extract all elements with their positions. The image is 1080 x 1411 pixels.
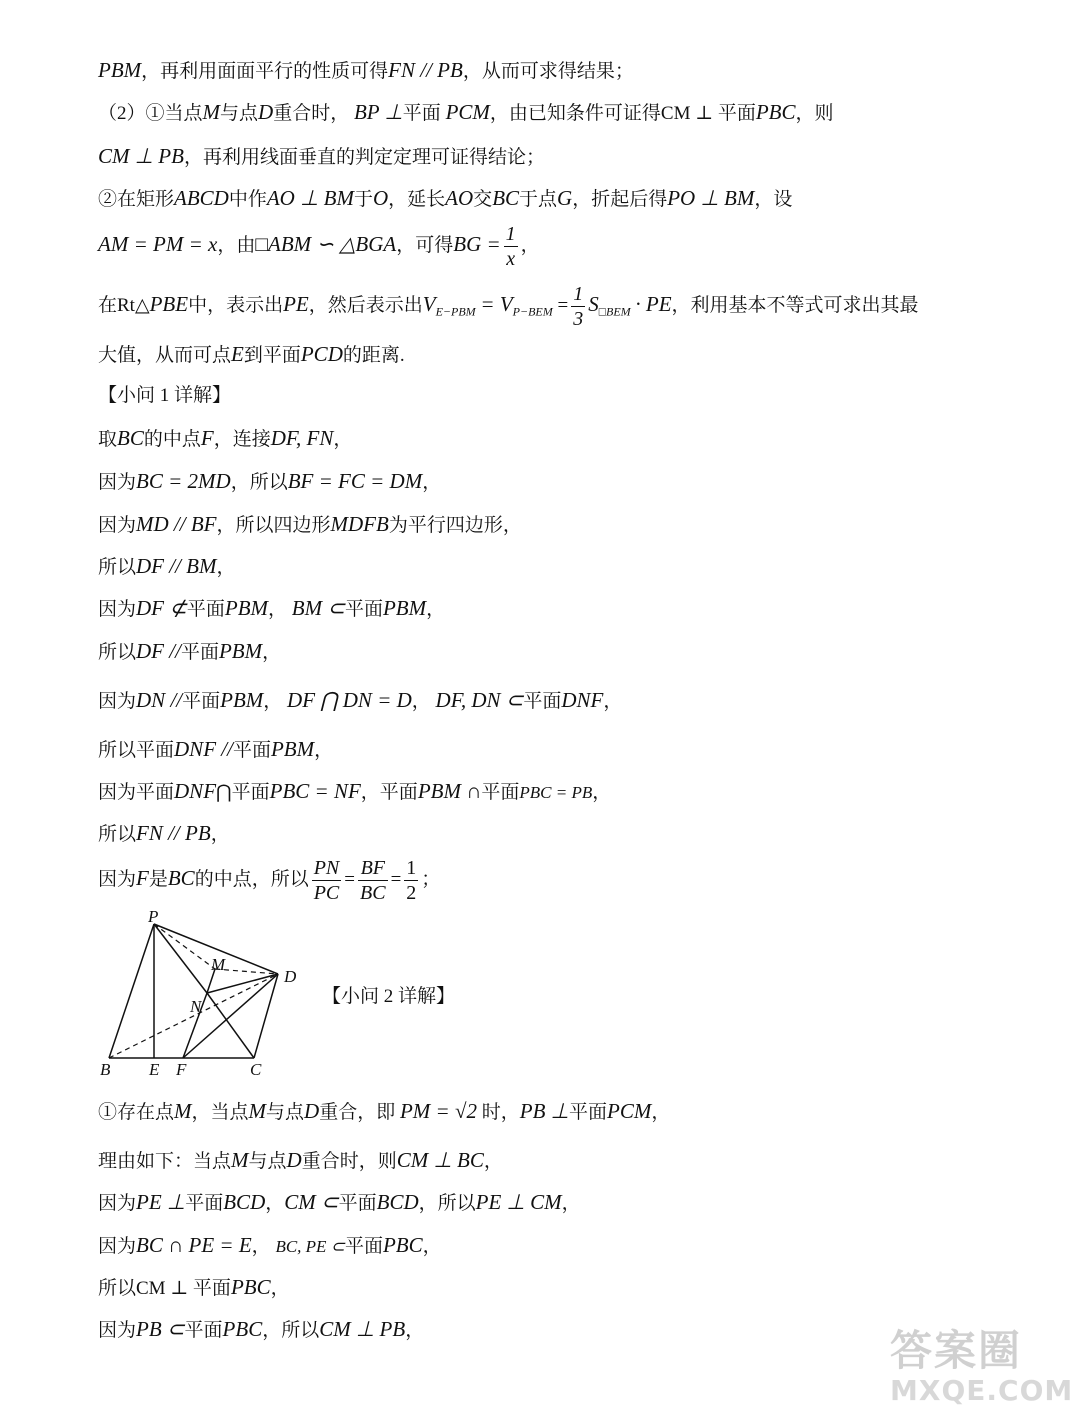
- geometry-figure: [94, 910, 314, 1085]
- edge-dc: [254, 974, 278, 1058]
- label-d: D: [284, 967, 297, 986]
- watermark-logo-text: 答案圈: [890, 1326, 1023, 1375]
- text-line: 因为BC ∩ PE = E， BC, PE ⊂平面PBC，: [98, 1233, 442, 1257]
- text-line: 因为MD // BF，所以四边形MDFB为平行四边形，: [98, 512, 522, 536]
- text-line: 因为DN //平面PBM， DF ⋂ DN = D， DF, DN ⊂平面DNF，: [98, 688, 623, 712]
- text-line: 所以FN // PB，: [98, 821, 230, 845]
- label-e: E: [149, 1060, 160, 1079]
- text-line: 因为F是BC的中点，所以 $\frac{PN}{PC}$ = $\frac{BF}{BC}$ = $\frac{1}{2}$ ；: [98, 857, 441, 904]
- text-line: PBM，再利用面面平行的性质可得FN // PB，从而可求得结果；: [98, 58, 634, 82]
- text-line: 因为DF ⊄平面PBM， BM ⊂平面PBM，: [98, 596, 446, 620]
- edge-nc: [207, 993, 254, 1058]
- label-f: F: [176, 1060, 187, 1079]
- text-line: 所以平面DNF //平面PBM，: [98, 737, 334, 761]
- text-line: （2）①当点M与点D重合时， BP ⊥平面 PCM，由已知条件可证得CM ⊥ 平面PBC，则: [98, 100, 834, 124]
- section-heading: 【小问 1 详解】: [98, 385, 232, 406]
- text-line: 所以DF //平面PBM，: [98, 639, 282, 663]
- watermark-url: MXQE.COM: [890, 1374, 1074, 1407]
- edge-pb: [109, 924, 154, 1058]
- fraction: $\frac{1}{3}$: [573, 283, 584, 330]
- section-heading: 【小问 2 详解】: [322, 986, 456, 1007]
- text-line: 理由如下：当点M与点D重合时，则CM ⊥ BC，: [98, 1148, 503, 1172]
- label-b: B: [100, 1060, 111, 1079]
- fraction: $\frac{1}{2}$: [406, 857, 417, 904]
- text-line: 因为BC = 2MD，所以BF = FC = DM，: [98, 469, 442, 493]
- fraction: $\frac{BF}{BC}$: [360, 857, 386, 904]
- text-line: AM = PM = x，由□ABM ∽ △BGA，可得BG = $\frac{1}{x}$ ，: [98, 223, 540, 270]
- label-m: M: [211, 955, 226, 974]
- text-line: 大值，从而可点E到平面PCD的距离.: [98, 342, 405, 366]
- watermark: [890, 1318, 1073, 1407]
- text-line: ①存在点M，当点M与点D重合，即 PM = √2 时，PB ⊥平面PCM，: [98, 1099, 671, 1123]
- text-line: ②在矩形ABCD中作AO ⊥ BM于O，延长AO交BC于点G，折起后得PO ⊥ BM，设: [98, 186, 793, 210]
- fraction: $\frac{PN}{PC}$: [313, 857, 340, 904]
- label-c: C: [250, 1060, 262, 1079]
- text-line: 所以CM ⊥ 平面PBC，: [98, 1275, 290, 1299]
- fraction: $\frac{1}{x}$: [505, 223, 516, 270]
- text-line: CM ⊥ PB，再利用线面垂直的判定定理可证得结论；: [98, 144, 545, 168]
- text-line: 因为PE ⊥平面BCD，CM ⊂平面BCD，所以PE ⊥ CM，: [98, 1190, 581, 1214]
- text-line: 取BC的中点F，连接DF, FN，: [98, 426, 353, 450]
- label-n: N: [190, 997, 202, 1016]
- text-line: 因为PB ⊂平面PBC，所以CM ⊥ PB，: [98, 1317, 425, 1341]
- edge-bd-dashed: [109, 974, 278, 1058]
- edge-pm-dashed: [154, 924, 215, 969]
- text-line: 在Rt△PBE中，表示出PE，然后表示出$V_{E-PBM} = V_{P-BEM}$ = $\frac{1}{3}$ $S_{□BEM}$ · PE，利用基本不等式可求出其最: [98, 283, 919, 330]
- text-line: 因为平面DNF⋂平面PBC = NF，平面PBM ∩平面PBC = PB，: [98, 779, 612, 803]
- label-p: P: [148, 910, 159, 926]
- text-line: 所以DF // BM，: [98, 554, 236, 578]
